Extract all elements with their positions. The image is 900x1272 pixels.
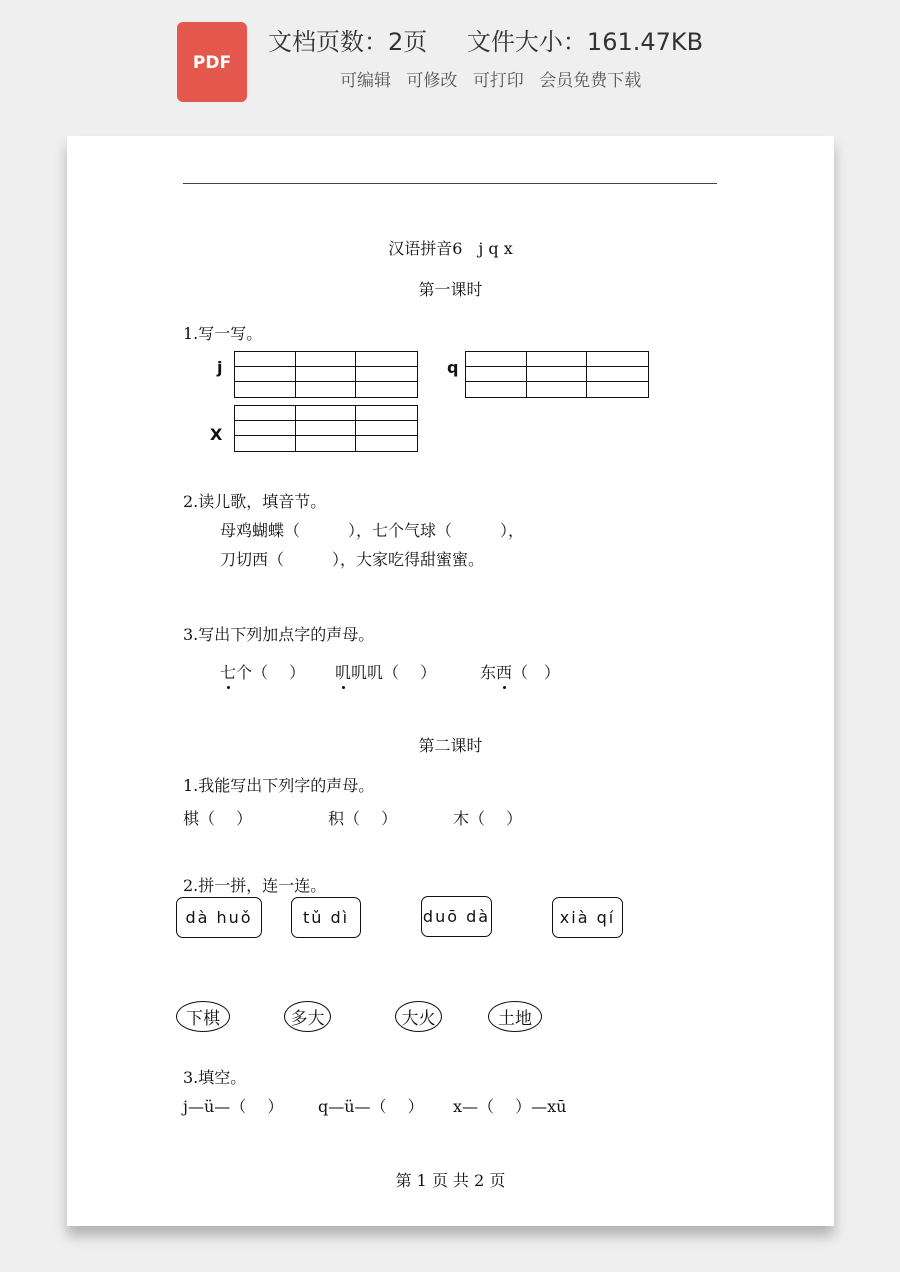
document-page[interactable] xyxy=(67,136,834,1226)
writing-grid-j xyxy=(234,351,418,398)
action-editable: 可编辑 xyxy=(340,71,391,91)
fill-item-2: q—ü—（ ） xyxy=(318,1097,424,1116)
grid-label-x: X xyxy=(210,425,223,444)
rhyme-line-1: 母鸡蝴蝶（ ），七个气球（ ）， xyxy=(220,521,525,540)
initial-item-1: 棋（ ） xyxy=(183,809,253,828)
word-oval-4: 土地 xyxy=(488,1001,542,1032)
pinyin-box-3: duō dà xyxy=(421,896,492,937)
word-oval-2: 多大 xyxy=(284,1001,331,1032)
pinyin-box-4: xià qí xyxy=(552,897,623,938)
action-printable: 可打印 xyxy=(472,71,524,91)
dotted-char: 西 xyxy=(496,660,512,683)
document-header xyxy=(0,0,900,120)
question-2-heading: 2.读儿歌，填音节。 xyxy=(183,492,327,511)
l2-question-1-heading: 1.我能写出下列字的声母。 xyxy=(183,776,375,795)
header-rule xyxy=(183,183,717,184)
item-rest: （ ） xyxy=(512,663,561,682)
dotted-item-3 xyxy=(480,660,560,683)
pinyin-box-1: dà huǒ xyxy=(176,897,262,938)
grid-label-j: j xyxy=(217,358,223,377)
pdf-file-icon xyxy=(177,22,247,102)
rhyme-line-2: 刀切西（ ），大家吃得甜蜜蜜。 xyxy=(220,550,485,569)
page-footer: 第 1 页 共 2 页 xyxy=(395,1171,506,1190)
l2-question-3-heading: 3.填空。 xyxy=(183,1068,247,1087)
dotted-item-2 xyxy=(335,660,436,683)
word-oval-1: 下棋 xyxy=(176,1001,230,1032)
action-member-download: 会员免费下载 xyxy=(539,71,642,91)
page-title: 汉语拼音6 j q x xyxy=(388,239,513,258)
question-1-heading: 1.写一写。 xyxy=(183,324,263,343)
initial-item-3: 木（ ） xyxy=(453,809,523,828)
fill-item-1: j—ü—（ ） xyxy=(183,1097,284,1116)
grid-label-q: q xyxy=(447,358,459,377)
item-pre: 东 xyxy=(480,663,497,682)
writing-grid-x xyxy=(234,405,418,452)
dotted-char: 七 xyxy=(220,660,236,683)
item-rest: 叽叽（ ） xyxy=(351,663,437,682)
dotted-char: 叽 xyxy=(335,660,351,683)
action-modifiable: 可修改 xyxy=(406,71,458,91)
writing-grid-q xyxy=(465,351,649,398)
document-actions xyxy=(340,66,651,91)
page-count: 文档页数：2页 xyxy=(268,28,428,56)
document-meta xyxy=(268,22,735,57)
pinyin-box-2: tǔ dì xyxy=(291,897,361,938)
lesson-one-heading: 第一课时 xyxy=(418,280,483,299)
lesson-two-heading: 第二课时 xyxy=(418,736,483,755)
item-rest: 个（ ） xyxy=(236,663,306,682)
initial-item-2: 积（ ） xyxy=(328,809,398,828)
dotted-item-1 xyxy=(220,660,305,683)
file-size: 文件大小：161.47KB xyxy=(466,28,704,56)
pdf-icon-label: PDF xyxy=(192,53,232,73)
word-oval-3: 大火 xyxy=(395,1001,442,1032)
question-3-heading: 3.写出下列加点字的声母。 xyxy=(183,625,375,644)
fill-item-3: x—（ ）—xū xyxy=(453,1097,567,1116)
l2-question-2-heading: 2.拼一拼，连一连。 xyxy=(183,876,327,895)
